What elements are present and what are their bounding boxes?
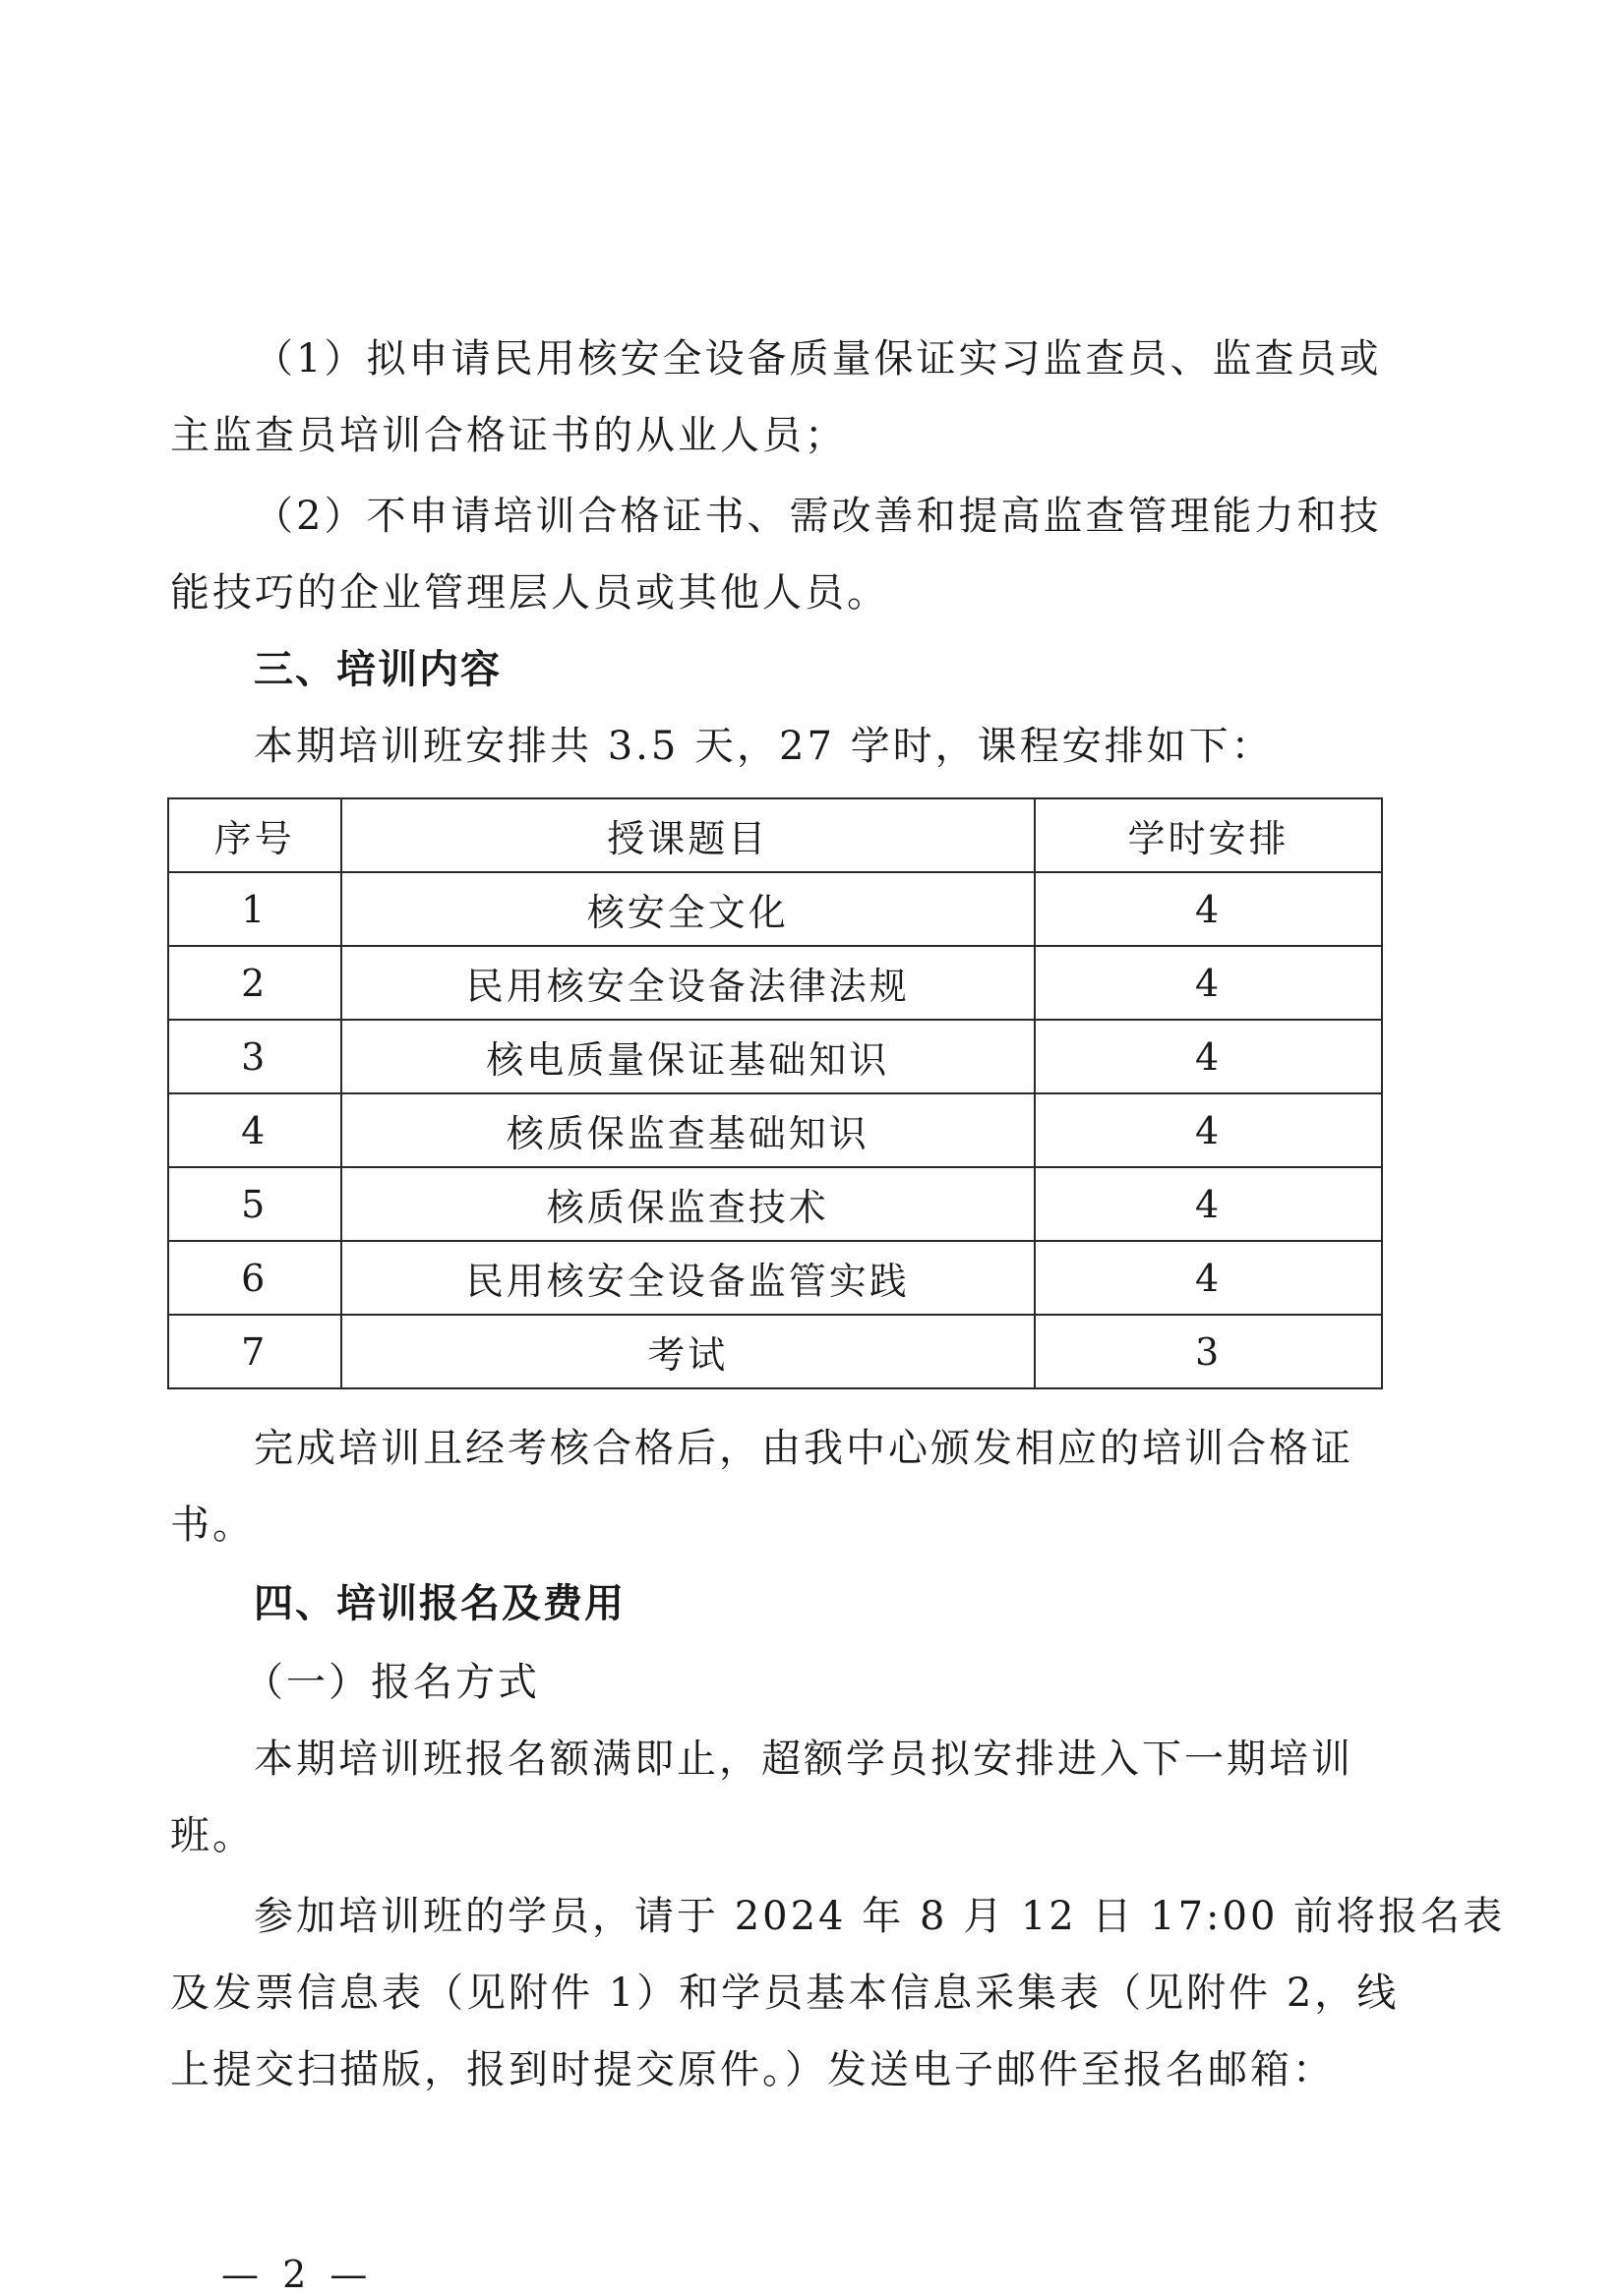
paragraph-item-1-line-2: 主监查员培训合格证书的从业人员； [170,413,847,458]
table-row [168,1020,1382,1093]
cell-hours: 4 [1035,1241,1382,1315]
header-no: 序号 [168,798,341,872]
cell-title: 民用核安全设备法律法规 [341,946,1036,1020]
table-row [168,1167,1382,1241]
cell-no: 5 [168,1167,341,1241]
cell-no: 6 [168,1241,341,1315]
paragraph-item-1-line-1: （1）拟申请民用核安全设备质量保证实习监查员、监查员或 [254,336,1382,382]
registration-line-2: 班。 [170,1813,255,1858]
schedule-intro: 本期培训班安排共 3.5 天，27 学时，课程安排如下： [254,724,1274,769]
table-row [168,1093,1382,1167]
cell-no: 1 [168,872,341,946]
subheading-registration-method: （一）报名方式 [244,1660,540,1705]
header-title: 授课题目 [341,798,1036,872]
cell-hours: 4 [1035,1093,1382,1167]
cell-no: 7 [168,1315,341,1388]
cell-title: 核安全文化 [341,872,1036,946]
certificate-note-line-2: 书。 [170,1502,255,1548]
cell-no: 3 [168,1020,341,1093]
table-header-row [168,798,1382,872]
paragraph-item-2-line-2: 能技巧的企业管理层人员或其他人员。 [170,570,889,616]
table-row [168,1315,1382,1388]
cell-no: 4 [168,1093,341,1167]
paragraph-item-2-line-1: （2）不申请培训合格证书、需改善和提高监查管理能力和技 [254,494,1382,539]
submission-line-3: 上提交扫描版，报到时提交原件。）发送电子邮件至报名邮箱： [170,2047,1335,2092]
cell-hours: 4 [1035,1167,1382,1241]
cell-hours: 4 [1035,872,1382,946]
header-hours: 学时安排 [1035,798,1382,872]
cell-hours: 3 [1035,1315,1382,1388]
cell-title: 核电质量保证基础知识 [341,1020,1036,1093]
section-heading-3: 三、培训内容 [254,647,502,692]
cell-hours: 4 [1035,1020,1382,1093]
submission-line-1: 参加培训班的学员，请于 2024 年 8 月 12 日 17:00 前将报名表 [254,1894,1506,1939]
registration-line-1: 本期培训班报名额满即止，超额学员拟安排进入下一期培训 [254,1737,1353,1782]
course-schedule-table [167,797,1383,1389]
cell-title: 核质保监查技术 [341,1167,1036,1241]
table-row [168,872,1382,946]
cell-title: 考试 [341,1315,1036,1388]
certificate-note-line-1: 完成培训且经考核合格后，由我中心颁发相应的培训合格证 [254,1426,1353,1471]
page-number: — 2 — [221,2253,374,2296]
cell-no: 2 [168,946,341,1020]
cell-hours: 4 [1035,946,1382,1020]
section-heading-4: 四、培训报名及费用 [254,1581,626,1626]
cell-title: 核质保监查基础知识 [341,1093,1036,1167]
cell-title: 民用核安全设备监管实践 [341,1241,1036,1315]
table-row [168,1241,1382,1315]
table-row [168,946,1382,1020]
submission-line-2: 及发票信息表（见附件 1）和学员基本信息采集表（见附件 2，线 [170,1971,1400,2016]
